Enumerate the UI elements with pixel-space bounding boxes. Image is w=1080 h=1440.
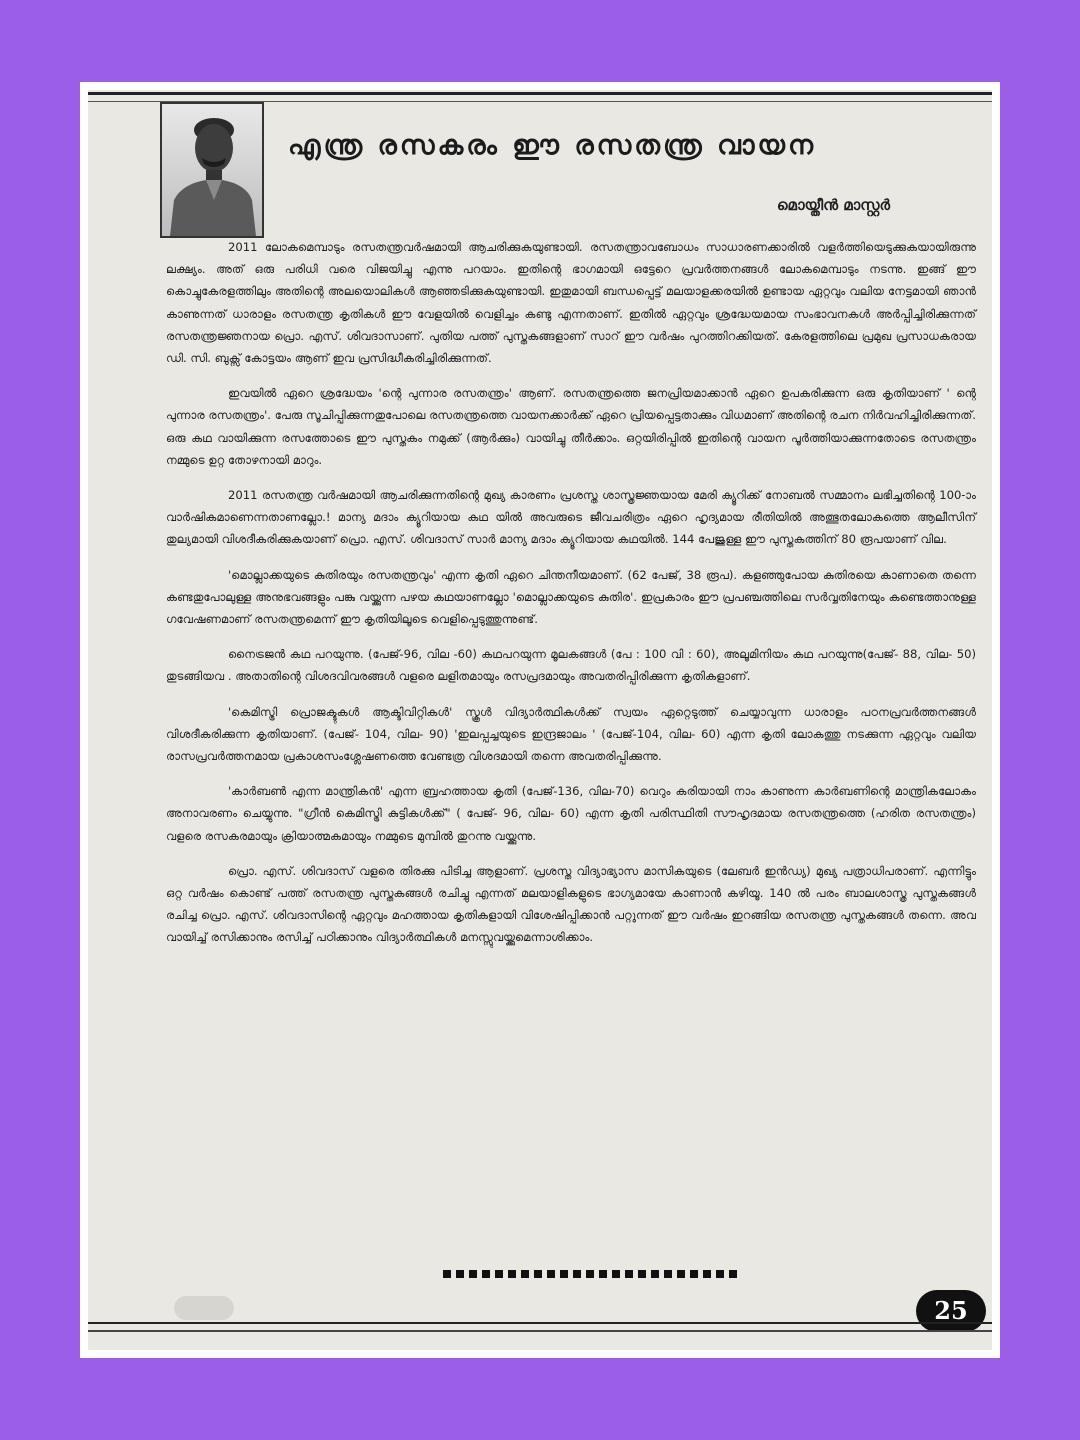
article-title: എന്ത്ര രസകരം ഈ രസതന്ത്ര വായന [288, 130, 817, 161]
article-author: മൊയ്തീൻ മാസ്റ്റർ [776, 196, 890, 214]
paragraph: 'മൊല്ലാക്കയുടെ കുതിരയും രസതന്ത്രവും' എന്ന കൃതി ഏറെ ചിന്തനീയമാണ്. (62 പേജ്, 38 രൂപ). കളഞ്ഞുപോയ കുതിരയെ കാണാതെ തന്നെ കണ്ടതുപോലുള്ള അനുഭവങ്ങളും പങ്കു വയ്ക്കുന്ന പഴയ കഥയാണല്ലോ 'മൊല്ലാക്കയുടെ കുതിര'. ഇപ്രകാരം ഈ പ്രപഞ്ചത്തിലെ സർവ്വതിനേയും കണ്ടെത്താനുള്ള ഗവേഷണമാണ് രസതന്ത്രമെന്ന് ഈ കൃതിയിലൂടെ വെളിപ്പെടുത്തുന്നുണ്ട്. [166, 567, 976, 627]
paragraph: 'കാർബൺ എന്ന മാന്ത്രികൻ' എന്ന ബ്രഹത്തായ കൃതി (പേജ്-136, വില-70) വെറും കരിയായി നാം കാണുന്ന കാർബണിന്റെ മാന്ത്രികലോകം അനാവരണം ചെയ്യുന്നു. "ഗ്രീൻ കെമിസ്ട്രി കുട്ടികൾക്ക്" ( പേജ്- 96, വില- 60) എന്ന കൃതി പരിസ്ഥിതി സൗഹൃദമായ രസതന്ത്രത്തെ (ഹരിത രസതന്ത്രം) വളരെ രസകരമായും ക്രിയാത്മകമായും നമ്മുടെ മുമ്പിൽ തുറന്നു വയ്ക്കുന്നു. [166, 784, 976, 843]
end-of-article-divider [443, 1270, 743, 1280]
author-photo [160, 102, 264, 238]
page-number: 25 [916, 1290, 986, 1332]
paragraph: 2011 ലോകമെമ്പാടും രസതന്ത്രവർഷമായി ആചരിക്കുകയുണ്ടായി. രസതന്ത്രാവബോധം സാധാരണക്കാരിൽ വളർത്തിയെടുക്കുകയായിരുന്നു ലക്ഷ്യം. അത് ഒരു പരിധി വരെ വിജയിച്ചു എന്നു പറയാം. ഇതിന്റെ ഭാഗമായി ഒട്ടേറെ പ്രവർത്തനങ്ങൾ ലോകമെമ്പാടും നടന്നു. ഇങ്ങ് ഈ കൊച്ചുകേരളത്തിലും അതിന്റെ അലയൊലികൾ ആഞ്ഞടിക്കുകയുണ്ടായി. ഇതുമായി ബന്ധപ്പെട്ട് മലയാളക്കരയിൽ ഉണ്ടായ ഏറ്റവും വലിയ നേട്ടമായി ഞാൻ കാണുന്നത് ധാരാളം രസതന്ത്ര കൃതികൾ ഈ വേളയിൽ വെളിച്ചം കണ്ടു എന്നതാണ്. ഇതിൽ ഏറ്റവും ശ്രദ്ധേയമായ സംഭാവനകൾ അർപ്പിച്ചിരിക്കുന്നത് രസതന്ത്രജ്ഞനായ പ്രൊ. എസ്. ശിവദാസാണ്. പുതിയ പത്ത് പുസ്തകങ്ങളാണ് സാറ് ഈ വർഷം പുറത്തിറക്കിയത്. കേരളത്തിലെ പ്രമുഖ പ്രസാധകരായ ഡി. സി. ബുക്സ് കോട്ടയം ആണ് ഇവ പ്രസിദ്ധീകരിച്ചിരിക്കുന്നത്. [166, 240, 976, 366]
bottom-rule [88, 1322, 992, 1332]
paragraph: ഇവയിൽ ഏറെ ശ്രദ്ധേയം 'ന്റെ പുന്നാര രസതന്ത്രം' ആണ്. രസതന്ത്രത്തെ ജനപ്രിയമാക്കാൻ ഏറെ ഉപകരിക്കുന്ന ഒരു കൃതിയാണ് ' ന്റെ പുന്നാര രസതന്ത്രം'. പേരു സൂചിപ്പിക്കുന്നതുപോലെ രസതന്ത്രത്തെ വായനക്കാർക്ക് ഏറെ പ്രിയപ്പെട്ടതാക്കും വിധമാണ് അതിന്റെ രചന നിർവഹിച്ചിരിക്കുന്നത്. ഒരു കഥ വായിക്കുന്ന രസത്തോടെ ഈ പുസ്തകം നമുക്ക് (ആർക്കും) വായിച്ചു തീർക്കാം. ഒറ്റയിരിപ്പിൽ ഇതിന്റെ വായന പൂർത്തിയാക്കുന്നതോടെ രസതന്ത്രം നമ്മുടെ ഉറ്റ തോഴനായി മാറും. [166, 386, 976, 467]
article-body [166, 236, 976, 962]
paragraph: പ്രൊ. എസ്. ശിവദാസ് വളരെ തിരക്കു പിടിച്ച ആളാണ്. പ്രശസ്ത വിദ്യാഭ്യാസ മാസികയുടെ (ലേബർ ഇൻഡ്യ) മുഖ്യ പത്രാധിപരാണ്. എന്നിട്ടും ഒറ്റ വർഷം കൊണ്ട് പത്ത് രസതന്ത്ര പുസ്തകങ്ങൾ രചിച്ചു എന്നത് മലയാളികളുടെ ഭാഗ്യമായേ കാണാൻ കഴിയൂ. 140 ൽ പരം ബാലശാസ്ത്ര പുസ്തകങ്ങൾ രചിച്ച പ്രൊ. എസ്. ശിവദാസിന്റെ ഏറ്റവും മഹത്തായ കൃതികളായി വിശേഷിപ്പിക്കാൻ പറ്റുന്നത് ഈ വർഷം ഇറങ്ങിയ രസതന്ത്ര പുസ്തകങ്ങൾ തന്നെ. അവ വായിച്ച് രസിക്കാനും രസിച്ച് പഠിക്കാനും വിദ്യാർത്ഥികൾ മനസ്സുവയ്ക്കുമെന്നാശിക്കാം. [166, 863, 976, 945]
faded-page-mark [174, 1296, 234, 1320]
paragraph: 'കെമിസ്ട്രി പ്രൊജക്ടുകൾ ആക്ടിവിറ്റികൾ' സ്കൂൾ വിദ്യാർത്ഥികൾക്ക് സ്വയം ഏറ്റെടുത്ത് ചെയ്യാവുന്ന ധാരാളം പഠനപ്രവർത്തനങ്ങൾ വിശദീകരിക്കുന്ന കൃതിയാണ്. (പേജ്- 104, വില- 90) 'ഇലപ്പച്ചയുടെ ഇന്ദ്രജാലം ' (പേജ്-104, വില- 60) എന്ന കൃതി ലോകത്തു നടക്കുന്ന ഏറ്റവും വലിയ രാസപ്രവർത്തനമായ പ്രകാശസംശ്ലേഷണത്തെ വേണ്ടത്ര വിശദമായി തന്നെ അവതരിപ്പിക്കുന്നു. [166, 704, 976, 764]
top-rule [88, 92, 992, 102]
magazine-page [88, 90, 992, 1350]
paragraph: 2011 രസതന്ത്ര വർഷമായി ആചരിക്കുന്നതിന്റെ മുഖ്യ കാരണം പ്രശസ്ത ശാസ്ത്രജ്ഞയായ മേരി ക്യൂറിക്ക് നോബൽ സമ്മാനം ലഭിച്ചതിന്റെ 100-ാം വാർഷികമാണെന്നതാണല്ലോ.! മാന്യ മദാം ക്യൂറിയായ കഥ യിൽ അവരുടെ ജീവചരിത്രം ഏറെ ഹൃദ്യമായ രീതിയിൽ അത്ഭുതലോകത്തെ ആലീസിന് തുല്യമായി വിശദീകരിക്കുകയാണ് പ്രൊ. എസ്. ശിവദാസ് സാർ മാന്യ മദാം ക്യൂറിയായ കഥയിൽ. 144 പേജുള്ള ഈ പുസ്തകത്തിന് 80 രൂപയാണ് വില. [166, 488, 976, 547]
paragraph: നൈട്രജൻ കഥ പറയുന്നു. (പേജ്-96, വില -60) കഥപറയുന്ന മൂലകങ്ങൾ (പേ : 100 വി : 60), അലൂമിനിയം കഥ പറയുന്നു(പേജ്- 88, വില- 50) തുടങ്ങിയവ . അതാതിന്റെ വിശദവിവരങ്ങൾ വളരെ ലളിതമായും രസപ്രദമായും അവതരിപ്പിരിക്കുന്ന കൃതികളാണ്. [166, 647, 976, 684]
